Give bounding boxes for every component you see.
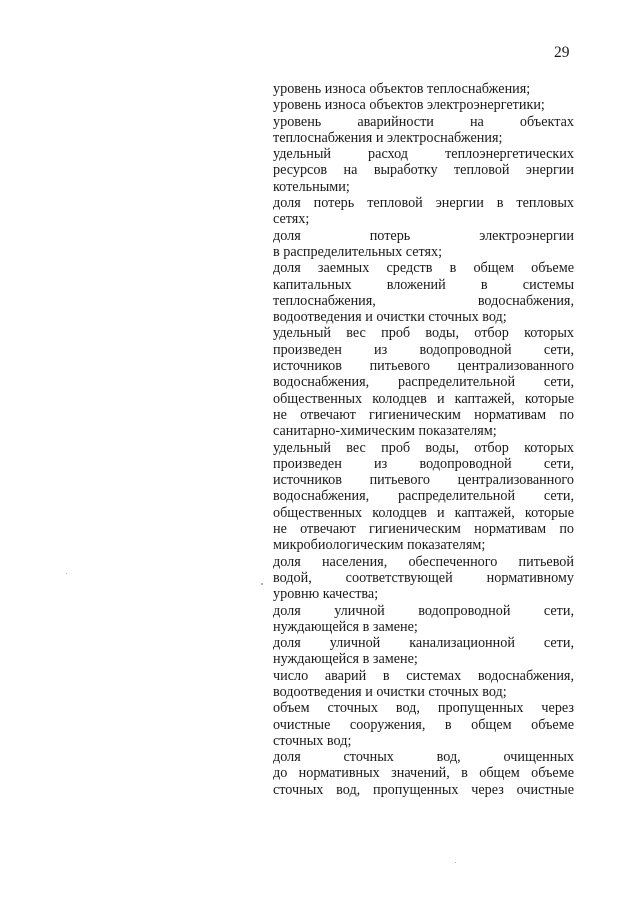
text-line: удельный расход теплоэнергетических (273, 146, 574, 163)
page-number: 29 (554, 44, 570, 61)
text-line: удельный вес проб воды, отбор которых (273, 439, 574, 456)
scan-speck (66, 573, 67, 574)
document-body (273, 81, 574, 798)
text-line: капитальных вложений в системы (273, 276, 574, 293)
text-line: доля уличной канализационной сети, (273, 635, 574, 652)
text-line: не отвечают гигиеническим нормативам по (273, 406, 574, 423)
text-line: нуждающейся в замене; (273, 618, 418, 635)
text-line: очистные сооружения, в общем объеме (273, 716, 574, 733)
text-line: произведен из водопроводной сети, (273, 455, 574, 472)
text-line: сточных вод, пропущенных через очистные (273, 781, 574, 798)
text-line: водоснабжения, распределительной сети, (273, 374, 574, 391)
text-line: нуждающейся в замене; (273, 651, 418, 668)
text-line: произведен из водопроводной сети, (273, 341, 574, 358)
text-line: котельными; (273, 178, 350, 195)
text-line: удельный вес проб воды, отбор которых (273, 325, 574, 342)
text-line: число аварий в системах водоснабжения, (273, 667, 574, 684)
text-line: в распределительных сетях; (273, 243, 443, 260)
text-line: микробиологическим показателям; (273, 537, 486, 554)
text-line: объем сточных вод, пропущенных через (273, 700, 574, 717)
text-line: уровню качества; (273, 586, 379, 603)
text-line: водоотведения и очистки сточных вод; (273, 683, 507, 700)
text-line: источников питьевого централизованного (273, 472, 574, 489)
text-line: санитарно-химическим показателям; (273, 423, 497, 440)
text-line: доля уличной водопроводной сети, (273, 602, 574, 619)
text-line: водоотведения и очистки сточных вод; (273, 309, 507, 326)
text-line: не отвечают гигиеническим нормативам по (273, 521, 574, 538)
text-line: общественных колодцев и каптажей, которые (273, 504, 574, 521)
text-line: сетях; (273, 211, 310, 228)
text-line: доля населения, обеспеченного питьевой (273, 553, 574, 570)
text-line: водой, соответствующей нормативному (273, 569, 574, 586)
scan-speck (261, 583, 263, 585)
text-line: водоснабжения, распределительной сети, (273, 488, 574, 505)
text-line: общественных колодцев и каптажей, которые (273, 390, 574, 407)
text-line: уровень аварийности на объектах (273, 113, 574, 130)
text-line: сточных вод; (273, 732, 352, 749)
text-line: ресурсов на выработку тепловой энергии (273, 162, 574, 179)
text-line: теплоснабжения и электроснабжения; (273, 129, 503, 146)
text-line: до нормативных значений, в общем объеме (273, 765, 574, 782)
text-line: доля потерь тепловой энергии в тепловых (273, 195, 574, 212)
text-line: доля потерь электроэнергии (273, 227, 574, 244)
text-line: доля заемных средств в общем объеме (273, 260, 574, 277)
text-line: уровень износа объектов электроэнергетики; (273, 97, 545, 114)
text-line: уровень износа объектов теплоснабжения; (273, 81, 531, 97)
text-line: теплоснабжения, водоснабжения, (273, 292, 574, 309)
text-line: доля сточных вод, очищенных (273, 749, 574, 766)
text-line: источников питьевого централизованного (273, 358, 574, 375)
scan-speck (455, 862, 456, 863)
